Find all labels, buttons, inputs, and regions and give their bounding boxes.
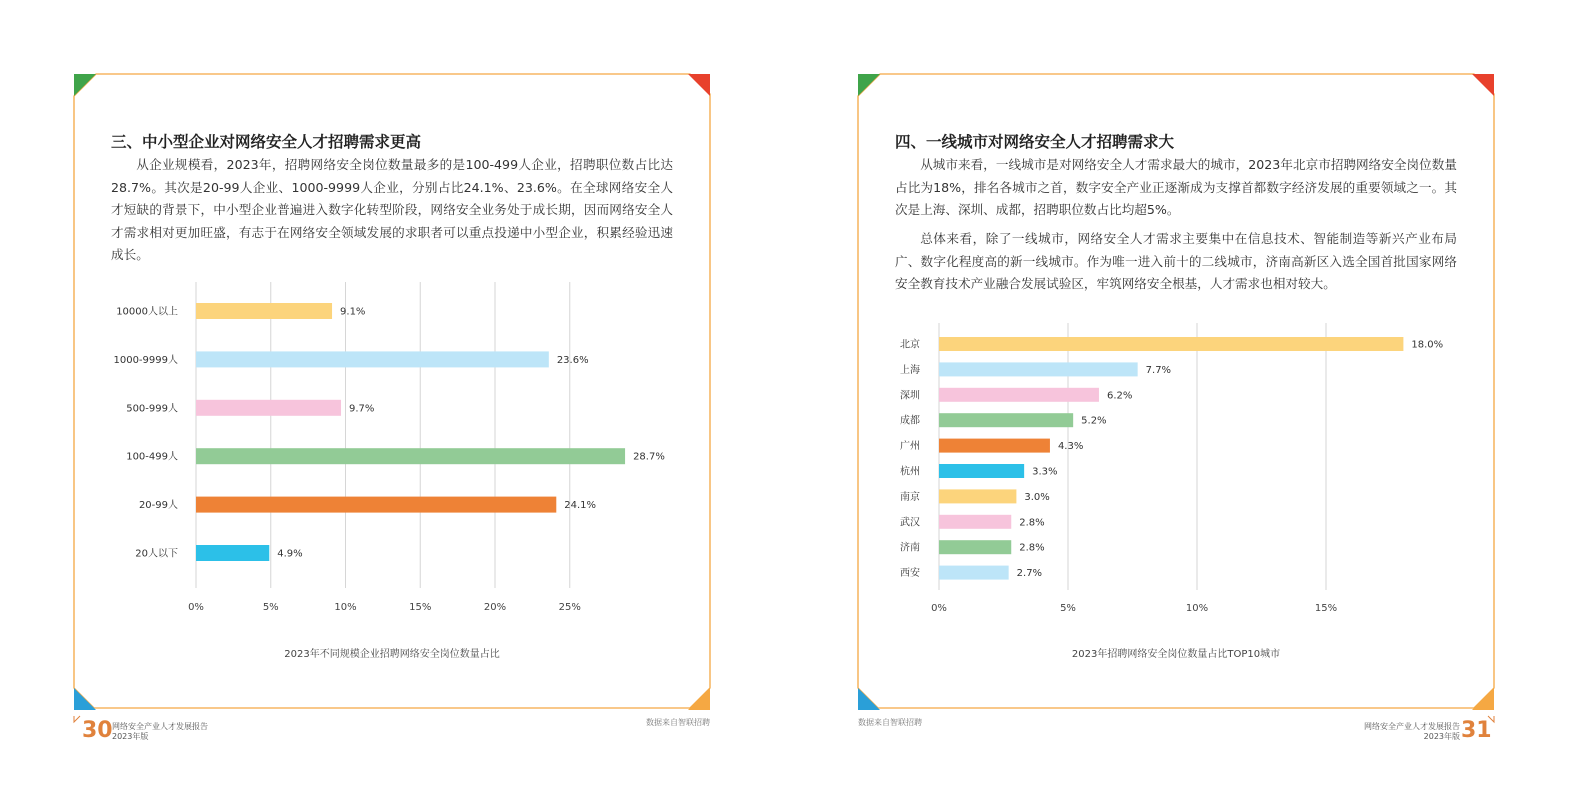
bar-value-label: 23.6% [556,354,589,366]
section-paragraph: 从企业规模看，2023年，招聘网络安全岗位数量最多的是100-499人企业，招聘职位数占比达28.7%。其次是20-99人企业、1000-9999人企业，分别占比24.1%、23.6%。在全球网络安全人才短缺的背景下，中小型企业普遍进入数字化转型阶段，网络安全业务处于成长期，因而网络安全人才需求相对更加旺盛，有志于在网络安全领域发展的求职者可以重点投递中小型企业，积累经验迅速成长。 [111,157,673,262]
bar-value-label: 3.0% [1024,491,1050,503]
bar [939,540,1011,554]
bar [196,351,549,367]
category-label: 20人以下 [135,548,178,560]
category-label: 杭州 [900,466,920,478]
category-label: 西安 [900,568,920,580]
data-source: 数据来自智联招聘 [858,718,922,727]
x-tick-label: 15% [409,602,432,613]
report-year-text: 2023年版 [1423,732,1460,741]
bar [939,566,1009,580]
x-tick-label: 5% [1060,603,1076,614]
bar-value-label: 5.2% [1081,415,1107,427]
category-label: 深圳 [900,390,920,402]
bar-value-label: 4.9% [277,548,303,560]
category-label: 武汉 [900,517,920,529]
section-title: 三、中小型企业对网络安全人才招聘需求更高 [111,133,422,151]
x-tick-label: 10% [1185,603,1209,614]
report-name-text: 网络安全产业人才发展报告 [1364,722,1460,731]
bar-value-label: 24.1% [564,500,597,512]
category-label: 500-999人 [126,403,178,415]
chart-caption: 2023年招聘网络安全岗位数量占比TOP10城市 [1071,649,1281,660]
section-paragraph-2: 总体来看，除了一线城市，网络安全人才需求主要集中在信息技术、智能制造等新兴产业布局广、数字化程度高的新一线城市。作为唯一进入前十的二线城市，济南高新区入选全国首批国家网络安全教育技术产业融合发展试验区，牢筑网络安全根基，人才需求也相对较大。 [895,231,1457,291]
x-tick-label: 0% [931,603,947,614]
right-page [794,0,1587,793]
bar [939,413,1073,427]
bar-value-label: 9.1% [340,306,366,318]
report-year-text: 2023年版 [112,732,149,741]
left-page [0,0,793,793]
data-source: 数据来自智联招聘 [646,718,710,727]
x-tick-label: 5% [262,602,279,613]
section-paragraph-1: 从城市来看，一线城市是对网络安全人才需求最大的城市，2023年北京市招聘网络安全岗位数量占比为18%，排名各城市之首，数字安全产业正逐渐成为支撑首都数字经济发展的重要领域之一。其次是上海、深圳、成都，招聘职位数占比均超5%。 [895,157,1457,217]
chart-caption: 2023年不同规模企业招聘网络安全岗位数量占比 [284,649,500,660]
bar-value-label: 2.8% [1019,517,1045,529]
bar-value-label: 18.0% [1411,339,1444,351]
city-top10-bar-chart [794,0,1587,793]
bar [939,439,1050,453]
category-label: 20-99人 [138,500,178,512]
report-name-text: 网络安全产业人才发展报告 [112,722,208,731]
bar-value-label: 28.7% [633,451,665,463]
category-label: 1000-9999人 [113,354,178,366]
bar-value-label: 2.8% [1019,542,1045,554]
category-label: 10000人以上 [116,306,178,318]
report-name [1360,722,1460,742]
category-label: 上海 [900,364,920,376]
category-label: 南京 [900,491,920,503]
bar [196,545,269,561]
page-number: 31 [1461,718,1492,743]
category-label: 济南 [900,542,920,554]
category-label: 100-499人 [126,451,178,463]
report-name [112,722,208,742]
bar-value-label: 6.2% [1106,390,1133,402]
x-tick-label: 0% [188,602,204,613]
x-tick-label: 20% [483,602,507,613]
x-tick-label: 25% [558,602,581,613]
bar [196,448,625,464]
x-tick-label: 15% [1314,603,1338,614]
category-label: 成都 [900,415,920,427]
bar-value-label: 2.7% [1016,568,1043,580]
bar [939,337,1403,351]
section-title: 四、一线城市对网络安全人才招聘需求大 [895,133,1175,151]
bar [196,303,332,319]
bar-value-label: 9.7% [349,403,375,415]
bar-value-label: 3.3% [1032,466,1058,478]
x-tick-label: 10% [334,602,357,613]
category-label: 广州 [900,441,920,453]
bar [939,515,1011,529]
bar [939,362,1138,376]
bar [939,388,1099,402]
bar [196,400,341,416]
bar [196,497,556,513]
page-number: 30 [82,718,113,743]
bar-value-label: 7.7% [1145,364,1172,376]
bar [939,464,1024,478]
bar [939,489,1016,503]
bar-value-label: 4.3% [1057,441,1084,453]
company-size-bar-chart [0,0,793,793]
category-label: 北京 [900,339,920,351]
